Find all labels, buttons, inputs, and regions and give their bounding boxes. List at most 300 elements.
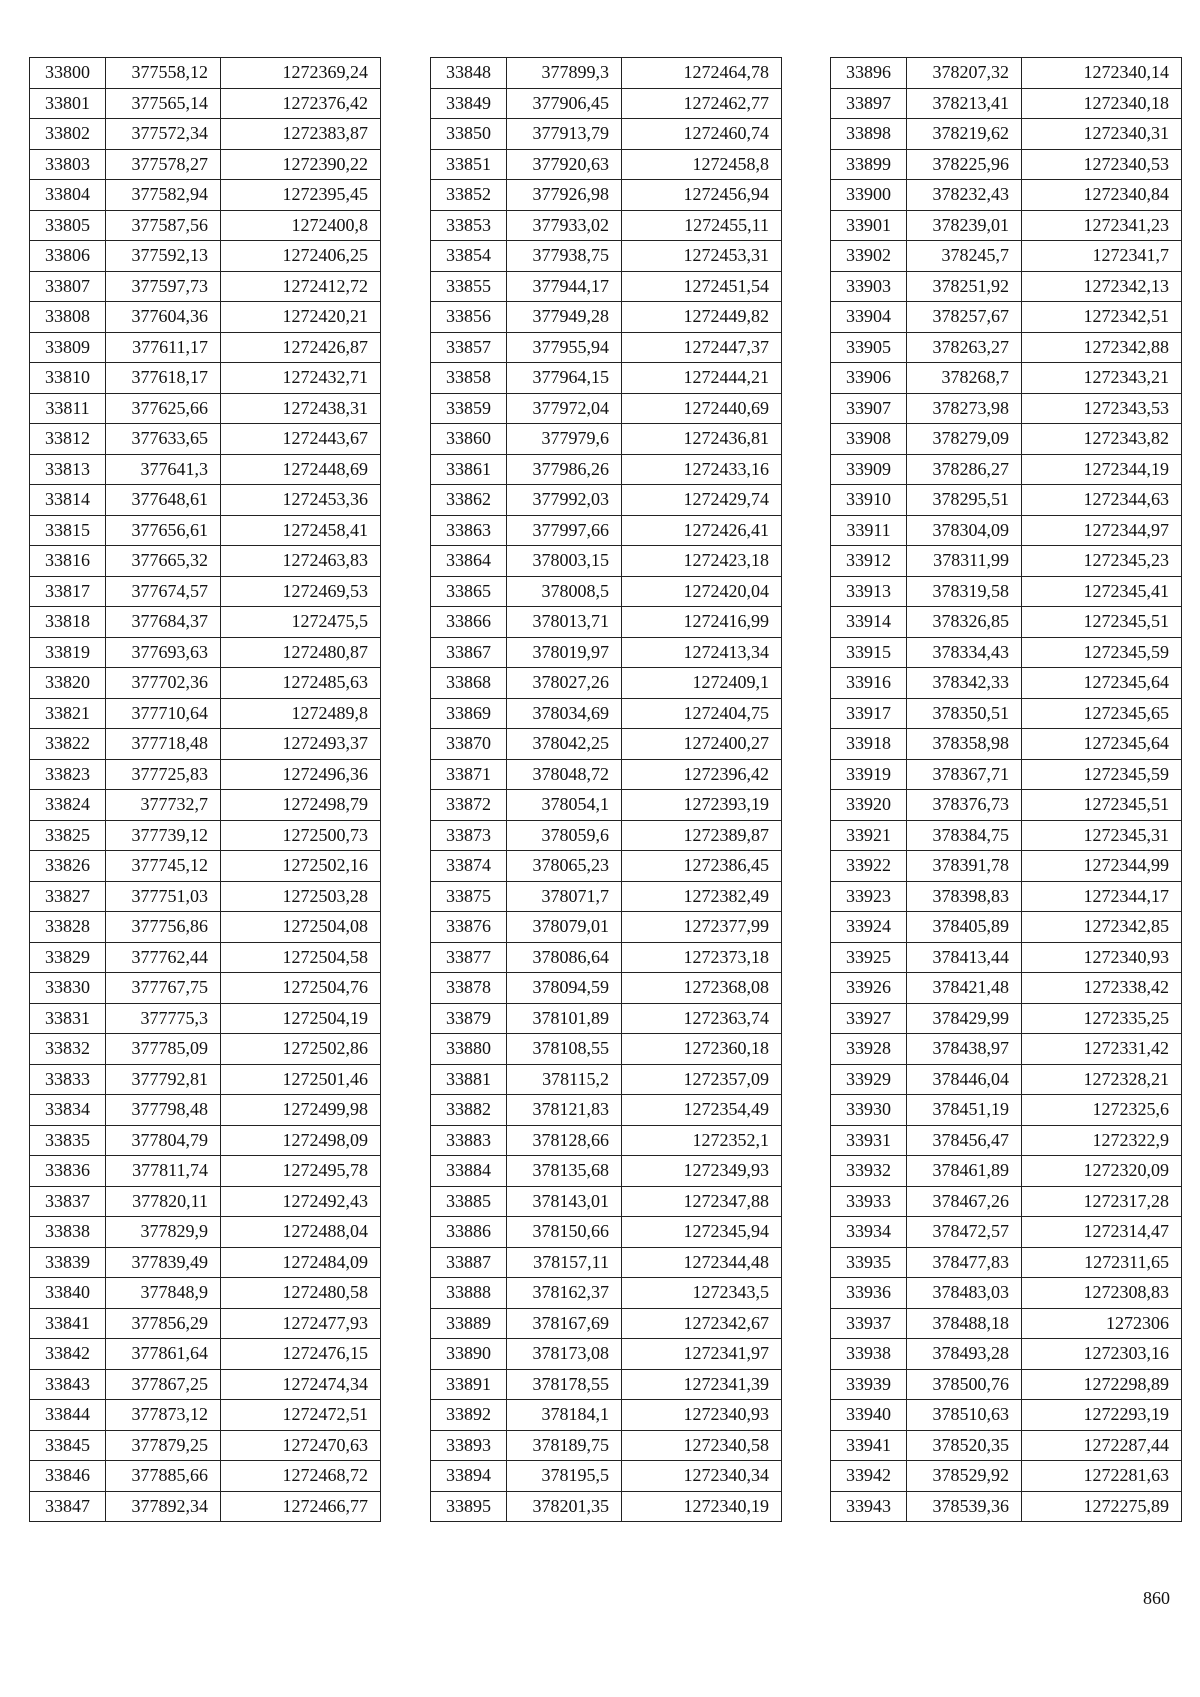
point-number-cell: 33844 [30, 1400, 106, 1431]
x-coordinate-cell: 378225,96 [907, 149, 1022, 180]
table-row [831, 1034, 1182, 1065]
x-coordinate-cell: 378245,7 [907, 241, 1022, 272]
x-coordinate-cell: 377572,34 [106, 119, 221, 150]
table-row [30, 363, 381, 394]
x-coordinate-cell: 377587,56 [106, 210, 221, 241]
point-number-cell: 33869 [431, 698, 507, 729]
x-coordinate-cell: 377997,66 [507, 515, 622, 546]
x-coordinate-cell: 377739,12 [106, 820, 221, 851]
x-coordinate-cell: 377979,6 [507, 424, 622, 455]
table-row [431, 393, 782, 424]
y-coordinate-cell: 1272287,44 [1022, 1430, 1182, 1461]
point-number-cell: 33919 [831, 759, 907, 790]
point-number-cell: 33821 [30, 698, 106, 729]
y-coordinate-cell: 1272352,1 [622, 1125, 782, 1156]
x-coordinate-cell: 377597,73 [106, 271, 221, 302]
point-number-cell: 33889 [431, 1308, 507, 1339]
point-number-cell: 33808 [30, 302, 106, 333]
table-row [30, 424, 381, 455]
table-row [431, 302, 782, 333]
table-row [30, 1095, 381, 1126]
point-number-cell: 33816 [30, 546, 106, 577]
table-row [431, 1003, 782, 1034]
point-number-cell: 33894 [431, 1461, 507, 1492]
point-number-cell: 33905 [831, 332, 907, 363]
point-number-cell: 33924 [831, 912, 907, 943]
y-coordinate-cell: 1272477,93 [221, 1308, 381, 1339]
x-coordinate-cell: 377618,17 [106, 363, 221, 394]
table-row [30, 1430, 381, 1461]
table-row [30, 1369, 381, 1400]
point-number-cell: 33860 [431, 424, 507, 455]
x-coordinate-cell: 377718,48 [106, 729, 221, 760]
table-row [431, 1064, 782, 1095]
table-row [831, 1125, 1182, 1156]
table-row [831, 881, 1182, 912]
table-row [431, 729, 782, 760]
table-row [831, 1461, 1182, 1492]
x-coordinate-cell: 377861,64 [106, 1339, 221, 1370]
table-row [831, 88, 1182, 119]
x-coordinate-cell: 378150,66 [507, 1217, 622, 1248]
point-number-cell: 33811 [30, 393, 106, 424]
x-coordinate-cell: 377656,61 [106, 515, 221, 546]
point-number-cell: 33823 [30, 759, 106, 790]
point-number-cell: 33943 [831, 1491, 907, 1522]
x-coordinate-cell: 378034,69 [507, 698, 622, 729]
point-number-cell: 33930 [831, 1095, 907, 1126]
y-coordinate-cell: 1272349,93 [622, 1156, 782, 1187]
y-coordinate-cell: 1272345,41 [1022, 576, 1182, 607]
table-row [30, 668, 381, 699]
table-row [431, 210, 782, 241]
x-coordinate-cell: 377767,75 [106, 973, 221, 1004]
point-number-cell: 33875 [431, 881, 507, 912]
point-number-cell: 33841 [30, 1308, 106, 1339]
point-number-cell: 33895 [431, 1491, 507, 1522]
x-coordinate-cell: 378456,47 [907, 1125, 1022, 1156]
x-coordinate-cell: 377578,27 [106, 149, 221, 180]
point-number-cell: 33804 [30, 180, 106, 211]
y-coordinate-cell: 1272458,8 [622, 149, 782, 180]
x-coordinate-cell: 378042,25 [507, 729, 622, 760]
table-row [431, 1278, 782, 1309]
x-coordinate-cell: 377641,3 [106, 454, 221, 485]
table-row [30, 759, 381, 790]
x-coordinate-cell: 377972,04 [507, 393, 622, 424]
point-number-cell: 33817 [30, 576, 106, 607]
point-number-cell: 33912 [831, 546, 907, 577]
point-number-cell: 33856 [431, 302, 507, 333]
table-row [831, 302, 1182, 333]
x-coordinate-cell: 377693,63 [106, 637, 221, 668]
table-row [431, 88, 782, 119]
x-coordinate-cell: 378201,35 [507, 1491, 622, 1522]
y-coordinate-cell: 1272501,46 [221, 1064, 381, 1095]
table-row [831, 515, 1182, 546]
point-number-cell: 33825 [30, 820, 106, 851]
table-row [831, 1339, 1182, 1370]
x-coordinate-cell: 378350,51 [907, 698, 1022, 729]
point-number-cell: 33906 [831, 363, 907, 394]
y-coordinate-cell: 1272400,8 [221, 210, 381, 241]
y-coordinate-cell: 1272340,31 [1022, 119, 1182, 150]
table-row [831, 485, 1182, 516]
y-coordinate-cell: 1272453,36 [221, 485, 381, 516]
table-row [431, 485, 782, 516]
point-number-cell: 33935 [831, 1247, 907, 1278]
y-coordinate-cell: 1272298,89 [1022, 1369, 1182, 1400]
table-row [431, 1430, 782, 1461]
point-number-cell: 33818 [30, 607, 106, 638]
point-number-cell: 33873 [431, 820, 507, 851]
x-coordinate-cell: 378173,08 [507, 1339, 622, 1370]
table-row [831, 393, 1182, 424]
y-coordinate-cell: 1272498,79 [221, 790, 381, 821]
x-coordinate-cell: 378311,99 [907, 546, 1022, 577]
coordinate-table-3 [830, 57, 1182, 1522]
table-row [831, 1003, 1182, 1034]
table-row [30, 180, 381, 211]
y-coordinate-cell: 1272345,51 [1022, 607, 1182, 638]
y-coordinate-cell: 1272438,31 [221, 393, 381, 424]
point-number-cell: 33833 [30, 1064, 106, 1095]
table-row [831, 1186, 1182, 1217]
x-coordinate-cell: 377592,13 [106, 241, 221, 272]
table-row [431, 1095, 782, 1126]
x-coordinate-cell: 378413,44 [907, 942, 1022, 973]
x-coordinate-cell: 378239,01 [907, 210, 1022, 241]
x-coordinate-cell: 378467,26 [907, 1186, 1022, 1217]
x-coordinate-cell: 378048,72 [507, 759, 622, 790]
point-number-cell: 33839 [30, 1247, 106, 1278]
y-coordinate-cell: 1272320,09 [1022, 1156, 1182, 1187]
point-number-cell: 33866 [431, 607, 507, 638]
x-coordinate-cell: 377944,17 [507, 271, 622, 302]
x-coordinate-cell: 378094,59 [507, 973, 622, 1004]
x-coordinate-cell: 377710,64 [106, 698, 221, 729]
point-number-cell: 33829 [30, 942, 106, 973]
x-coordinate-cell: 378128,66 [507, 1125, 622, 1156]
point-number-cell: 33878 [431, 973, 507, 1004]
y-coordinate-cell: 1272469,53 [221, 576, 381, 607]
point-number-cell: 33870 [431, 729, 507, 760]
point-number-cell: 33909 [831, 454, 907, 485]
point-number-cell: 33885 [431, 1186, 507, 1217]
table-row [431, 1034, 782, 1065]
table-row [431, 58, 782, 89]
y-coordinate-cell: 1272369,24 [221, 58, 381, 89]
table-row [431, 1369, 782, 1400]
y-coordinate-cell: 1272340,93 [622, 1400, 782, 1431]
table-row [831, 698, 1182, 729]
x-coordinate-cell: 378027,26 [507, 668, 622, 699]
point-number-cell: 33882 [431, 1095, 507, 1126]
table-row [831, 1400, 1182, 1431]
point-number-cell: 33914 [831, 607, 907, 638]
point-number-cell: 33854 [431, 241, 507, 272]
y-coordinate-cell: 1272341,39 [622, 1369, 782, 1400]
point-number-cell: 33881 [431, 1064, 507, 1095]
x-coordinate-cell: 377633,65 [106, 424, 221, 455]
x-coordinate-cell: 377625,66 [106, 393, 221, 424]
point-number-cell: 33899 [831, 149, 907, 180]
x-coordinate-cell: 378013,71 [507, 607, 622, 638]
table-row [831, 1247, 1182, 1278]
x-coordinate-cell: 378477,83 [907, 1247, 1022, 1278]
y-coordinate-cell: 1272396,42 [622, 759, 782, 790]
y-coordinate-cell: 1272342,85 [1022, 912, 1182, 943]
table-row [431, 607, 782, 638]
y-coordinate-cell: 1272444,21 [622, 363, 782, 394]
table-row [30, 942, 381, 973]
point-number-cell: 33834 [30, 1095, 106, 1126]
point-number-cell: 33840 [30, 1278, 106, 1309]
point-number-cell: 33931 [831, 1125, 907, 1156]
y-coordinate-cell: 1272293,19 [1022, 1400, 1182, 1431]
x-coordinate-cell: 378326,85 [907, 607, 1022, 638]
y-coordinate-cell: 1272462,77 [622, 88, 782, 119]
table-row [30, 393, 381, 424]
table-row [30, 1461, 381, 1492]
x-coordinate-cell: 377920,63 [507, 149, 622, 180]
x-coordinate-cell: 378342,33 [907, 668, 1022, 699]
table-row [431, 271, 782, 302]
point-number-cell: 33810 [30, 363, 106, 394]
x-coordinate-cell: 378065,23 [507, 851, 622, 882]
x-coordinate-cell: 378472,57 [907, 1217, 1022, 1248]
x-coordinate-cell: 377899,3 [507, 58, 622, 89]
y-coordinate-cell: 1272464,78 [622, 58, 782, 89]
table-row [831, 912, 1182, 943]
x-coordinate-cell: 377732,7 [106, 790, 221, 821]
x-coordinate-cell: 378086,64 [507, 942, 622, 973]
table-row [30, 881, 381, 912]
point-number-cell: 33910 [831, 485, 907, 516]
y-coordinate-cell: 1272475,5 [221, 607, 381, 638]
x-coordinate-cell: 378219,62 [907, 119, 1022, 150]
x-coordinate-cell: 378398,83 [907, 881, 1022, 912]
point-number-cell: 33887 [431, 1247, 507, 1278]
point-number-cell: 33826 [30, 851, 106, 882]
table-row [431, 912, 782, 943]
table-row [431, 1308, 782, 1339]
point-number-cell: 33890 [431, 1339, 507, 1370]
point-number-cell: 33831 [30, 1003, 106, 1034]
table-row [30, 790, 381, 821]
y-coordinate-cell: 1272502,86 [221, 1034, 381, 1065]
y-coordinate-cell: 1272340,58 [622, 1430, 782, 1461]
point-number-cell: 33801 [30, 88, 106, 119]
x-coordinate-cell: 377798,48 [106, 1095, 221, 1126]
table-row [431, 1217, 782, 1248]
x-coordinate-cell: 378008,5 [507, 576, 622, 607]
point-number-cell: 33902 [831, 241, 907, 272]
x-coordinate-cell: 377648,61 [106, 485, 221, 516]
x-coordinate-cell: 378279,09 [907, 424, 1022, 455]
table-row [831, 759, 1182, 790]
y-coordinate-cell: 1272377,99 [622, 912, 782, 943]
table-row [431, 1247, 782, 1278]
x-coordinate-cell: 378286,27 [907, 454, 1022, 485]
y-coordinate-cell: 1272504,08 [221, 912, 381, 943]
table-row [431, 180, 782, 211]
table-row [831, 1430, 1182, 1461]
y-coordinate-cell: 1272503,28 [221, 881, 381, 912]
point-number-cell: 33917 [831, 698, 907, 729]
y-coordinate-cell: 1272357,09 [622, 1064, 782, 1095]
table-row [831, 454, 1182, 485]
point-number-cell: 33888 [431, 1278, 507, 1309]
y-coordinate-cell: 1272474,34 [221, 1369, 381, 1400]
x-coordinate-cell: 378263,27 [907, 332, 1022, 363]
y-coordinate-cell: 1272382,49 [622, 881, 782, 912]
y-coordinate-cell: 1272373,18 [622, 942, 782, 973]
x-coordinate-cell: 377702,36 [106, 668, 221, 699]
x-coordinate-cell: 378121,83 [507, 1095, 622, 1126]
table-row [30, 1400, 381, 1431]
y-coordinate-cell: 1272412,72 [221, 271, 381, 302]
y-coordinate-cell: 1272492,43 [221, 1186, 381, 1217]
x-coordinate-cell: 378115,2 [507, 1064, 622, 1095]
x-coordinate-cell: 377611,17 [106, 332, 221, 363]
table-row [30, 607, 381, 638]
x-coordinate-cell: 377604,36 [106, 302, 221, 333]
y-coordinate-cell: 1272448,69 [221, 454, 381, 485]
x-coordinate-cell: 378376,73 [907, 790, 1022, 821]
table-row [431, 119, 782, 150]
table-row [431, 424, 782, 455]
y-coordinate-cell: 1272468,72 [221, 1461, 381, 1492]
point-number-cell: 33929 [831, 1064, 907, 1095]
point-number-cell: 33849 [431, 88, 507, 119]
y-coordinate-cell: 1272440,69 [622, 393, 782, 424]
point-number-cell: 33937 [831, 1308, 907, 1339]
point-number-cell: 33862 [431, 485, 507, 516]
table-row [831, 424, 1182, 455]
y-coordinate-cell: 1272495,78 [221, 1156, 381, 1187]
x-coordinate-cell: 378529,92 [907, 1461, 1022, 1492]
y-coordinate-cell: 1272342,88 [1022, 332, 1182, 363]
y-coordinate-cell: 1272342,51 [1022, 302, 1182, 333]
point-number-cell: 33940 [831, 1400, 907, 1431]
table-row [831, 576, 1182, 607]
x-coordinate-cell: 378451,19 [907, 1095, 1022, 1126]
x-coordinate-cell: 378157,11 [507, 1247, 622, 1278]
y-coordinate-cell: 1272345,23 [1022, 546, 1182, 577]
table-row [431, 1339, 782, 1370]
point-number-cell: 33908 [831, 424, 907, 455]
y-coordinate-cell: 1272344,48 [622, 1247, 782, 1278]
table-row [30, 1247, 381, 1278]
table-row [431, 820, 782, 851]
point-number-cell: 33851 [431, 149, 507, 180]
x-coordinate-cell: 377665,32 [106, 546, 221, 577]
y-coordinate-cell: 1272340,19 [622, 1491, 782, 1522]
y-coordinate-cell: 1272340,84 [1022, 180, 1182, 211]
point-number-cell: 33922 [831, 851, 907, 882]
point-number-cell: 33835 [30, 1125, 106, 1156]
x-coordinate-cell: 377955,94 [507, 332, 622, 363]
table-row [30, 485, 381, 516]
table-row [831, 1156, 1182, 1187]
y-coordinate-cell: 1272340,93 [1022, 942, 1182, 973]
y-coordinate-cell: 1272344,63 [1022, 485, 1182, 516]
table-row [431, 851, 782, 882]
x-coordinate-cell: 377873,12 [106, 1400, 221, 1431]
y-coordinate-cell: 1272314,47 [1022, 1217, 1182, 1248]
table-row [431, 149, 782, 180]
point-number-cell: 33934 [831, 1217, 907, 1248]
x-coordinate-cell: 378273,98 [907, 393, 1022, 424]
point-number-cell: 33933 [831, 1186, 907, 1217]
x-coordinate-cell: 378367,71 [907, 759, 1022, 790]
table-row [831, 119, 1182, 150]
point-number-cell: 33863 [431, 515, 507, 546]
table-row [431, 790, 782, 821]
table-row [30, 241, 381, 272]
x-coordinate-cell: 378054,1 [507, 790, 622, 821]
table-row [30, 149, 381, 180]
table-row [831, 1095, 1182, 1126]
table-row [431, 1186, 782, 1217]
point-number-cell: 33942 [831, 1461, 907, 1492]
y-coordinate-cell: 1272345,59 [1022, 637, 1182, 668]
x-coordinate-cell: 377745,12 [106, 851, 221, 882]
table-row [30, 729, 381, 760]
y-coordinate-cell: 1272476,15 [221, 1339, 381, 1370]
table-row [30, 1064, 381, 1095]
x-coordinate-cell: 377913,79 [507, 119, 622, 150]
x-coordinate-cell: 377762,44 [106, 942, 221, 973]
x-coordinate-cell: 378268,7 [907, 363, 1022, 394]
y-coordinate-cell: 1272306 [1022, 1308, 1182, 1339]
x-coordinate-cell: 377879,25 [106, 1430, 221, 1461]
table-row [831, 729, 1182, 760]
point-number-cell: 33892 [431, 1400, 507, 1431]
table-row [30, 1125, 381, 1156]
table-row [30, 820, 381, 851]
point-number-cell: 33883 [431, 1125, 507, 1156]
y-coordinate-cell: 1272325,6 [1022, 1095, 1182, 1126]
y-coordinate-cell: 1272345,94 [622, 1217, 782, 1248]
point-number-cell: 33814 [30, 485, 106, 516]
x-coordinate-cell: 378446,04 [907, 1064, 1022, 1095]
table-row [431, 1156, 782, 1187]
y-coordinate-cell: 1272395,45 [221, 180, 381, 211]
y-coordinate-cell: 1272466,77 [221, 1491, 381, 1522]
table-row [431, 668, 782, 699]
x-coordinate-cell: 377804,79 [106, 1125, 221, 1156]
point-number-cell: 33806 [30, 241, 106, 272]
point-number-cell: 33864 [431, 546, 507, 577]
point-number-cell: 33867 [431, 637, 507, 668]
y-coordinate-cell: 1272345,64 [1022, 729, 1182, 760]
table-row [831, 1491, 1182, 1522]
x-coordinate-cell: 378461,89 [907, 1156, 1022, 1187]
point-number-cell: 33858 [431, 363, 507, 394]
table-row [431, 973, 782, 1004]
point-number-cell: 33848 [431, 58, 507, 89]
point-number-cell: 33828 [30, 912, 106, 943]
point-number-cell: 33809 [30, 332, 106, 363]
y-coordinate-cell: 1272340,18 [1022, 88, 1182, 119]
y-coordinate-cell: 1272433,16 [622, 454, 782, 485]
x-coordinate-cell: 378520,35 [907, 1430, 1022, 1461]
table-row [30, 851, 381, 882]
point-number-cell: 33838 [30, 1217, 106, 1248]
table-row [30, 1003, 381, 1034]
